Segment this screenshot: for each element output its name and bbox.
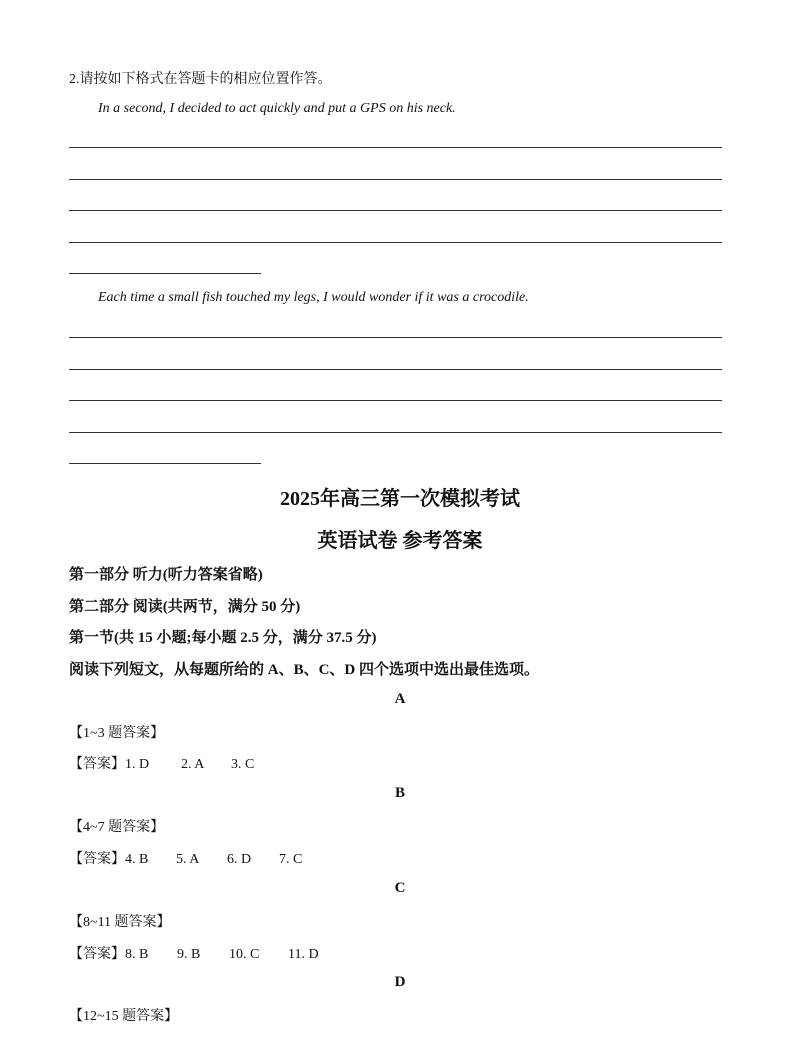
- part1-heading: 第一部分 听力(听力答案省略): [69, 567, 263, 583]
- writing-line-end: [69, 273, 261, 274]
- answer-item: 4. B: [125, 852, 149, 867]
- section1-heading: 第一节(共 15 小题;每小题 2.5 分，满分 37.5 分): [69, 630, 377, 646]
- writing-line-end: [69, 463, 261, 464]
- passage-letter-d: D: [394, 974, 406, 990]
- passage-letter-c: C: [394, 880, 406, 896]
- answer-item: 3. C: [231, 757, 255, 772]
- directions-text: 阅读下列短文，从每题所给的 A、B、C、D 四个选项中选出最佳选项。: [69, 662, 540, 678]
- answer-row-a: [69, 753, 254, 773]
- exam-subtitle: 英语试卷 参考答案: [317, 530, 483, 552]
- writing-line: [69, 210, 722, 211]
- answer-range-label: 【4~7 题答案】: [69, 820, 165, 835]
- exam-title: 2025年高三第一次模拟考试: [280, 488, 520, 510]
- answer-item: 11. D: [288, 947, 319, 962]
- passage-letter-a: A: [394, 691, 406, 707]
- answer-item: 5. A: [176, 852, 200, 867]
- writing-line: [69, 400, 722, 401]
- answer-item: 7. C: [279, 852, 303, 867]
- writing-line: [69, 242, 722, 243]
- answer-item: 9. B: [177, 947, 201, 962]
- answer-prefix: 【答案】: [69, 947, 125, 962]
- writing-line: [69, 432, 722, 433]
- passage-letter-b: B: [394, 785, 405, 801]
- answer-item: 1. D: [125, 757, 150, 772]
- answer-row-b: [69, 848, 302, 868]
- answer-range-label: 【1~3 题答案】: [69, 726, 165, 741]
- writing-prompt-1: In a second, I decided to act quickly and put a GPS on his neck.: [98, 101, 456, 116]
- answer-item: 10. C: [229, 947, 260, 962]
- answer-prefix: 【答案】: [69, 757, 125, 772]
- writing-line: [69, 147, 722, 148]
- writing-prompt-2: Each time a small fish touched my legs, I would wonder if it was a crocodile.: [98, 290, 529, 305]
- answer-item: 2. A: [181, 757, 205, 772]
- writing-line: [69, 179, 722, 180]
- answer-row-c: [69, 943, 319, 963]
- writing-line: [69, 337, 722, 338]
- answer-item: 8. B: [125, 947, 149, 962]
- instruction-text: 2.请按如下格式在答题卡的相应位置作答。: [69, 72, 332, 87]
- answer-item: 6. D: [227, 852, 252, 867]
- writing-line: [69, 369, 722, 370]
- part2-heading: 第二部分 阅读(共两节，满分 50 分): [69, 599, 301, 615]
- answer-range-label: 【12~15 题答案】: [69, 1009, 179, 1024]
- answer-range-label: 【8~11 题答案】: [69, 915, 171, 930]
- answer-prefix: 【答案】: [69, 852, 125, 867]
